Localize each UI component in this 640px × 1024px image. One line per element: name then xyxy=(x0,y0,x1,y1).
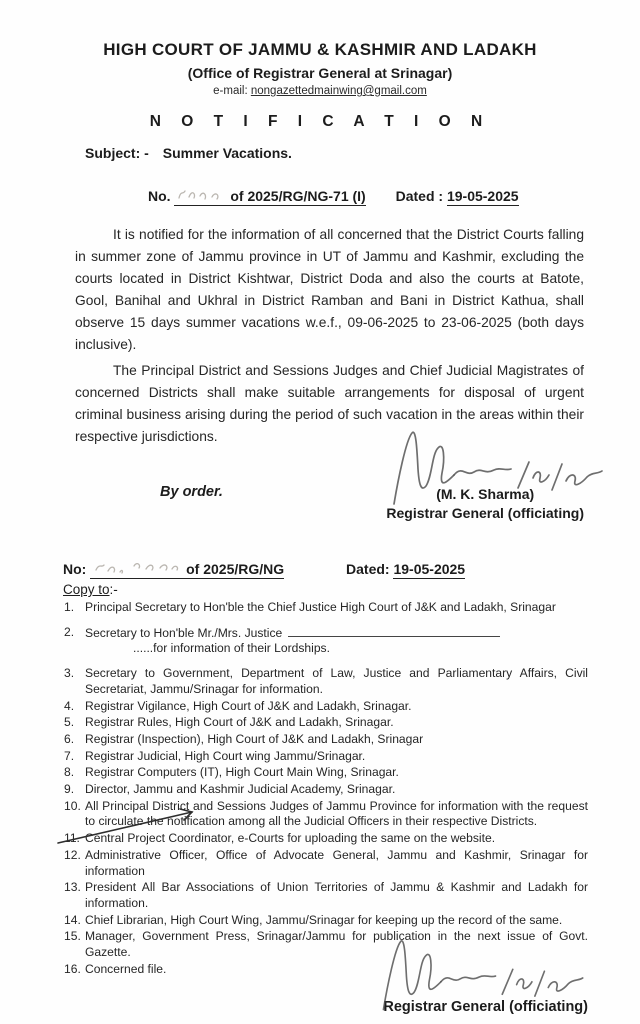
list-item-text: Registrar (Inspection), High Court of J&K and Ladakh, Srinagar xyxy=(85,731,424,746)
list-item-text: Chief Librarian, High Court Wing, Jammu/Srinagar for keeping up the record of the same. xyxy=(85,912,563,927)
list-item xyxy=(64,880,588,911)
ref1-of-text: of 2025/RG/NG-71 (I) xyxy=(230,188,366,204)
email-line xyxy=(0,85,640,97)
ref2-no-label: No: xyxy=(63,561,87,577)
list-item-text: Administrative Officer, Office of Advocate General, Jammu and Kashmir, Srinagar for information xyxy=(85,847,588,878)
list-item-number: 7. xyxy=(64,748,75,763)
list-item-number: 10. xyxy=(64,798,81,813)
dispatch-number-line xyxy=(63,558,640,577)
list-item-text: Registrar Computers (IT), High Court Main Wing, Srinagar. xyxy=(85,765,399,780)
subject-value: Summer Vacations. xyxy=(162,145,292,161)
list-item xyxy=(64,666,588,697)
list-item xyxy=(64,913,588,929)
list-item-number: 3. xyxy=(64,666,75,681)
list-item xyxy=(64,848,588,879)
list-item-number: 13. xyxy=(64,880,81,895)
list-item-number: 12. xyxy=(64,847,81,862)
copy-to-heading xyxy=(63,582,640,597)
list-item-number: 16. xyxy=(64,961,81,976)
body-paragraph-1: It is notified for the information of all concerned that the District Courts falling in summer zone of Jammu province in UT of Jammu and Kashmir, excluding the courts located in District Kishtwar, District Doda and also the courts at Batote, Gool, Banihal and Ukhral in District Ramban and Bani in District Kathua, shall observe 15 days summer vacations w.e.f., 09-06-2025 to 23-06-2025 (both days inclusive). xyxy=(75,227,584,352)
handwritten-number-scribble xyxy=(174,185,226,201)
list-item xyxy=(64,749,588,765)
list-item-text: Central Project Coordinator, e-Courts for uploading the same on the website. xyxy=(85,831,496,846)
list-item xyxy=(64,799,588,830)
list-item-number: 14. xyxy=(64,912,81,927)
list-item-text: Concerned file. xyxy=(85,961,167,976)
footer-signature-block xyxy=(0,999,640,1015)
ref2-dated-value: 19-05-2025 xyxy=(393,561,466,577)
copy-to-suffix: :- xyxy=(109,582,118,597)
signatory xyxy=(386,486,584,521)
office-subtitle: (Office of Registrar General at Srinagar) xyxy=(187,65,453,81)
signatory-name: (M. K. Sharma) xyxy=(436,486,535,502)
ref1-dated-label: Dated : xyxy=(395,188,447,204)
subject-label: Subject: - xyxy=(85,145,149,161)
list-item-text: Secretary to Government, Department of Law, Justice and Parliamentary Affairs, Civil Secretariat, Jammu/Srinagar for information. xyxy=(85,666,588,696)
list-item-text: Registrar Vigilance, High Court of J&K and Ladakh, Srinagar. xyxy=(85,698,412,713)
court-title: HIGH COURT OF JAMMU & KASHMIR AND LADAKH xyxy=(103,40,537,59)
list-item xyxy=(64,732,588,748)
list-item xyxy=(64,699,588,715)
list-item xyxy=(64,765,588,781)
subject-line xyxy=(0,145,640,161)
list-item xyxy=(64,625,588,657)
list-item-text: All Principal District and Sessions Judges of Jammu Province for information with the request to circulate the notification among all the Judicial Officers in their respective Districts. xyxy=(85,798,588,829)
ref1-dated-value: 19-05-2025 xyxy=(446,188,519,204)
list-item-text: President All Bar Associations of Union Territories of Jammu & Kashmir and Ladakh for information. xyxy=(85,880,588,910)
list-item-text: Director, Jammu and Kashmir Judicial Academy, Srinagar. xyxy=(85,782,396,797)
ref2-dated-label: Dated: xyxy=(346,561,394,577)
body-paragraph-2: The Principal District and Sessions Judges and Chief Judicial Magistrates of concerned Districts shall make suitable arrangements for disposal of urgent criminal business arising during the period of such vacation in the areas within their respective jurisdictions. xyxy=(75,363,584,444)
footer-designation: Registrar General (officiating) xyxy=(383,999,588,1016)
list-item-number: 5. xyxy=(64,715,75,730)
list-item xyxy=(64,962,588,978)
email-label: e-mail: xyxy=(213,85,251,97)
copy-to-label: Copy to xyxy=(63,582,110,597)
list-item xyxy=(64,715,588,731)
list-item-number: 6. xyxy=(64,731,75,746)
notification-heading: N O T I F I C A T I O N xyxy=(149,113,491,130)
ref1-no-label: No. xyxy=(148,188,171,204)
blank-underline xyxy=(288,625,500,637)
handwritten-number-scribble-2 xyxy=(90,558,182,574)
list-item-number: 15. xyxy=(64,929,81,944)
list-item xyxy=(64,831,588,847)
email-address[interactable]: nongazettedmainwing@gmail.com xyxy=(250,85,427,97)
by-order-text: By order. xyxy=(160,484,223,500)
list-item-number: 9. xyxy=(64,782,75,797)
copy-to-list xyxy=(64,600,588,977)
list-item-number: 4. xyxy=(64,698,75,713)
list-item-text: Registrar Judicial, High Court wing Jammu/Srinagar. xyxy=(85,748,366,763)
list-item-number: 1. xyxy=(64,600,75,614)
signatory-designation: Registrar General (officiating) xyxy=(386,505,584,521)
list-item xyxy=(64,782,588,798)
list-item-text: Secretary to Hon'ble Mr./Mrs. Justice ......for information of their Lordships. xyxy=(85,625,588,657)
list-item xyxy=(64,600,588,616)
list-item-number: 2. xyxy=(64,624,75,639)
list-item-number: 8. xyxy=(64,765,75,780)
ref2-of-text: of 2025/RG/NG xyxy=(186,561,285,577)
reference-number-line xyxy=(0,185,640,204)
list-item-number: 11. xyxy=(64,831,80,846)
signature-block xyxy=(160,468,584,546)
list-item-text: Principal Secretary to Hon'ble the Chief Justice High Court of J&K and Ladakh, Srinagar xyxy=(85,600,556,614)
list-item-text: Manager, Government Press, Srinagar/Jammu for publication in the next issue of Govt. Gazette. xyxy=(85,929,588,960)
list-item xyxy=(64,929,588,960)
list-item-text: Registrar Rules, High Court of J&K and Ladakh, Srinagar. xyxy=(85,715,394,730)
